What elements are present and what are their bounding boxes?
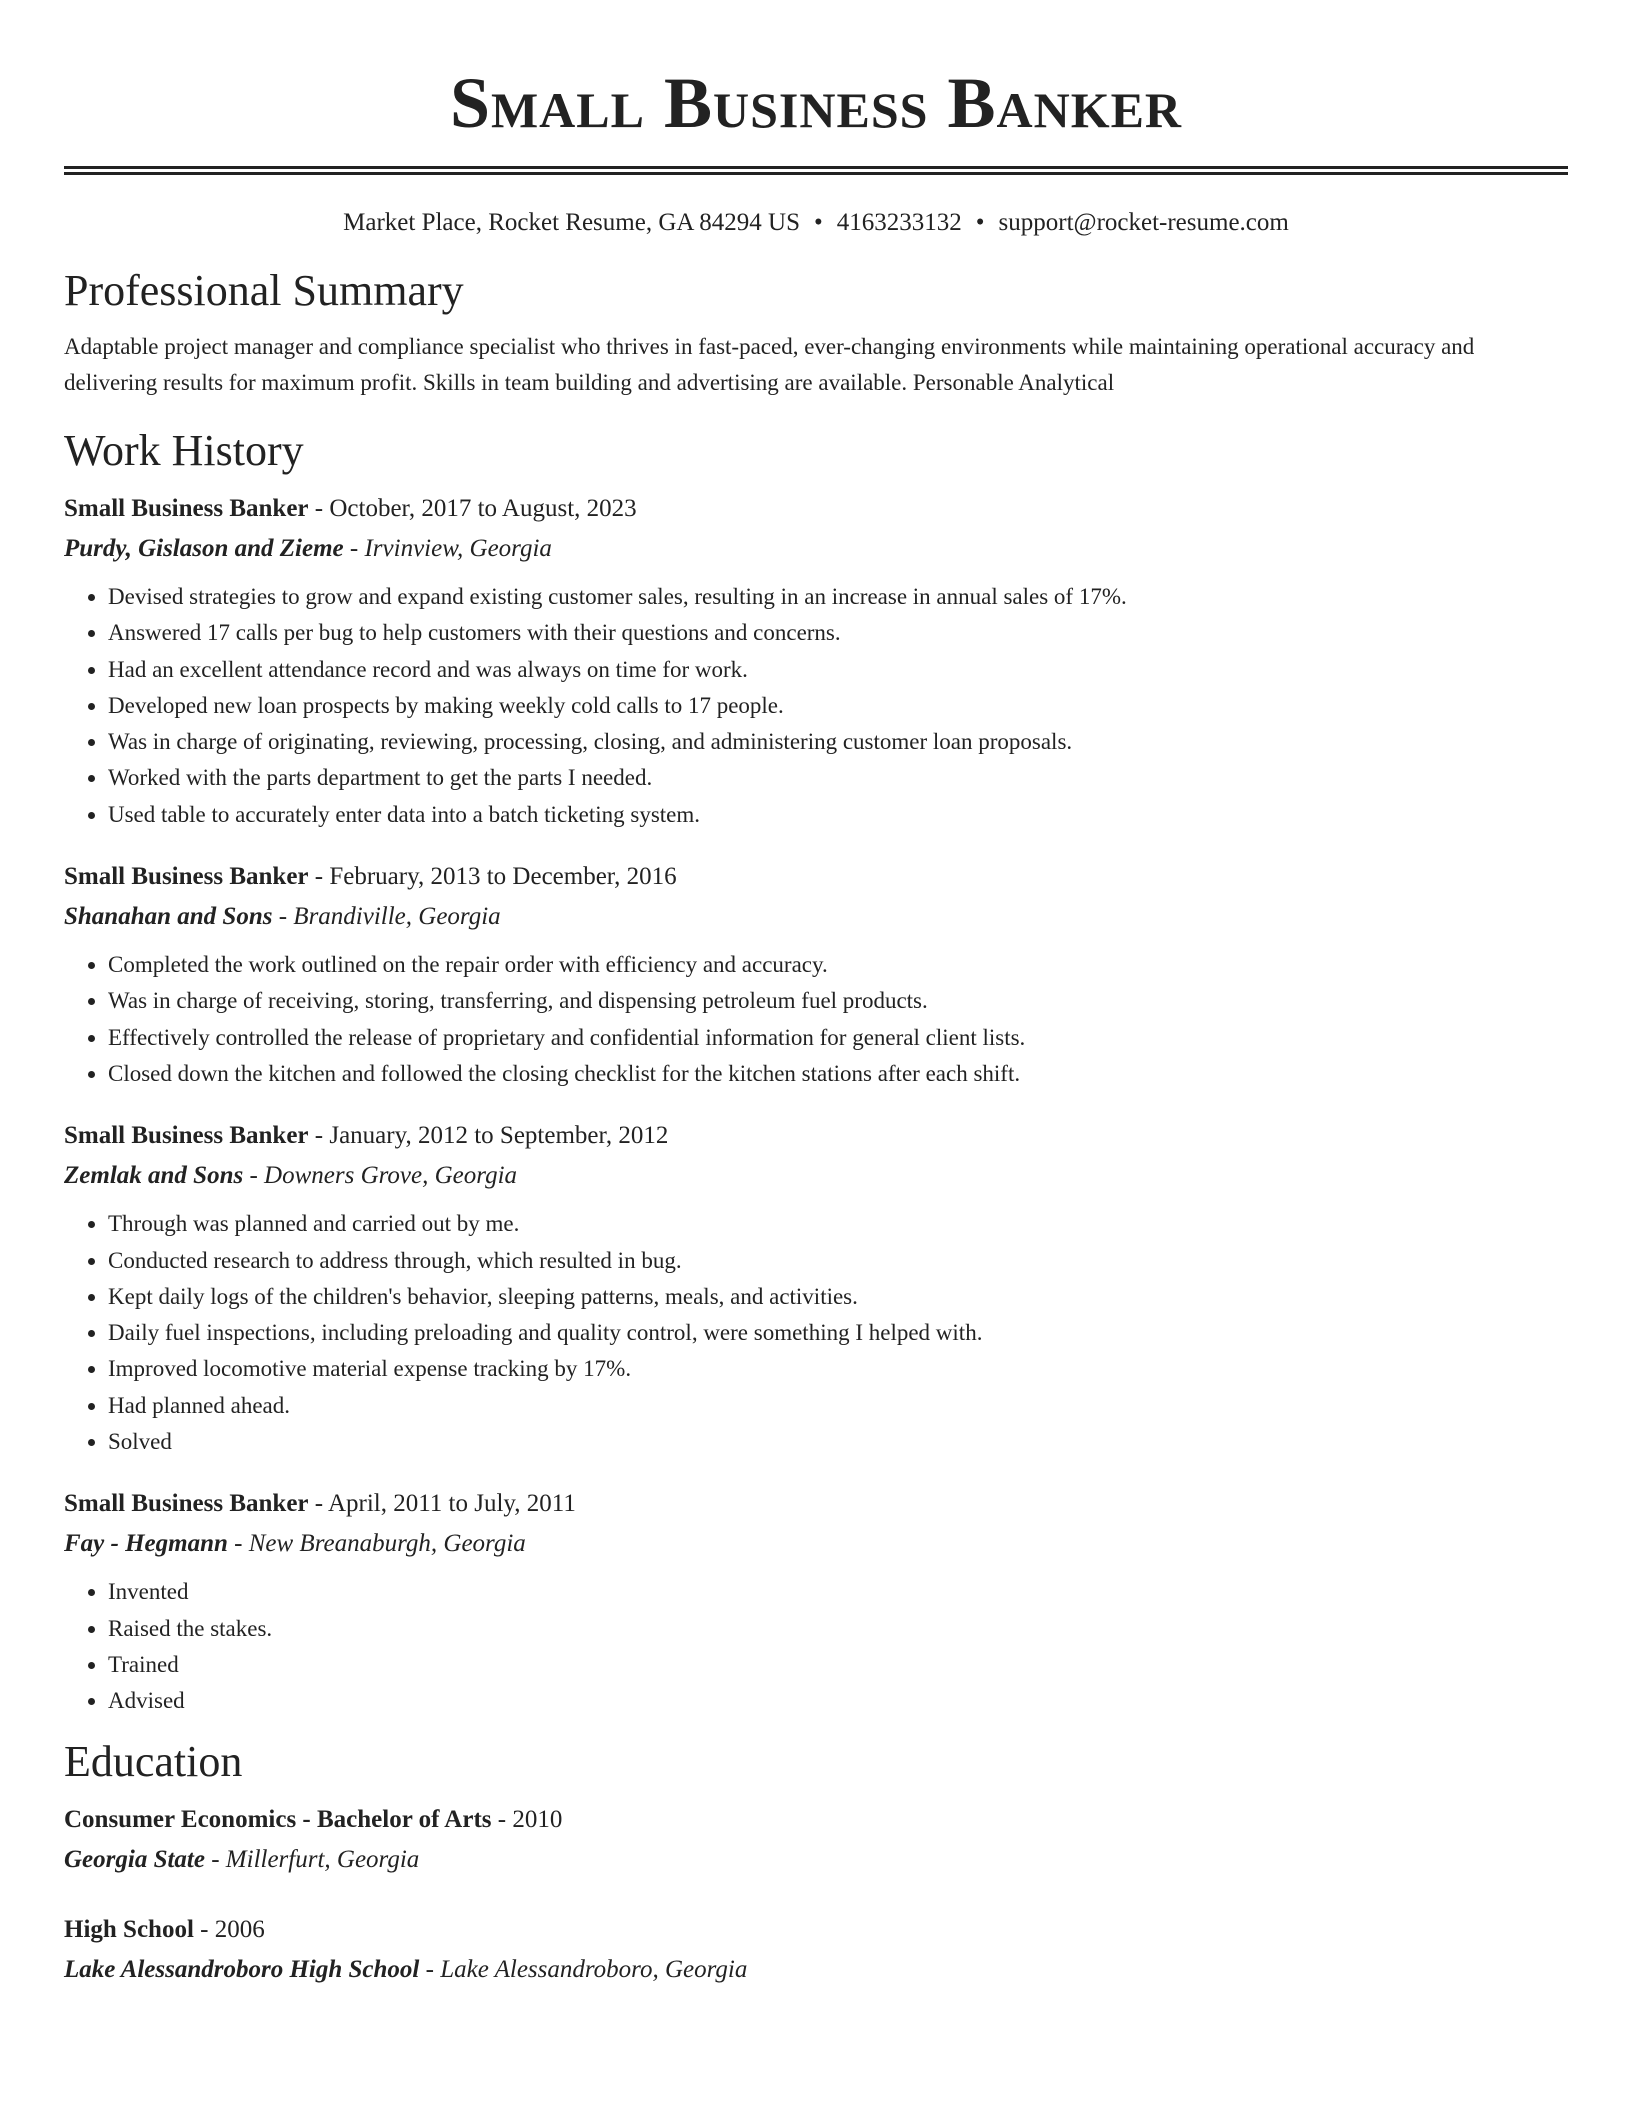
list-item: • Solved [108, 1424, 1568, 1460]
job-dates: February, 2013 to December, 2016 [329, 863, 677, 891]
list-item: • Had an excellent attendance record and was always on time for work. [108, 652, 1568, 688]
list-item: • Trained [108, 1647, 1568, 1683]
education-location: Millerfurt, Georgia [225, 1845, 420, 1873]
list-item: • Daily fuel inspections, including preloading and quality control, were something I helped with. [108, 1315, 1568, 1351]
job-entry [64, 489, 1568, 833]
job-bullets [64, 947, 1568, 1092]
job-bullets [64, 1574, 1568, 1719]
education-school: Lake Alessandroboro High School [64, 1955, 420, 1983]
job-entry [64, 857, 1568, 1092]
job-role: Small Business Banker [64, 1122, 309, 1150]
education-year: 2010 [512, 1805, 563, 1833]
contact-address: Market Place, Rocket Resume, GA 84294 US [343, 209, 801, 236]
job-company: Fay - Hegmann [64, 1530, 228, 1558]
job-company-line [64, 529, 1568, 569]
job-role: Small Business Banker [64, 495, 309, 522]
list-item: • Through was planned and carried out by me. [108, 1206, 1568, 1242]
dash: - [308, 1122, 330, 1150]
dash: - [308, 863, 330, 891]
job-bullets [64, 579, 1568, 833]
list-item: • Was in charge of originating, reviewing, processing, closing, and administering customer loan proposals. [108, 724, 1568, 760]
job-entry [64, 1484, 1568, 1719]
dash: - [243, 1162, 265, 1190]
list-item: • Had planned ahead. [108, 1388, 1568, 1424]
job-bullets [64, 1206, 1568, 1460]
education-degree-line [64, 1800, 1568, 1840]
job-location: Brandiville, Georgia [293, 903, 501, 931]
education-degree: High School [64, 1915, 194, 1943]
education-degree-line [64, 1910, 1568, 1950]
job-entry [64, 1116, 1568, 1460]
job-company-line [64, 1524, 1568, 1564]
contact-separator: • [975, 209, 985, 236]
dash: - [308, 495, 330, 522]
list-item: • Improved locomotive material expense tracking by 17%. [108, 1351, 1568, 1387]
contact-line [64, 207, 1568, 239]
list-item: • Advised [108, 1683, 1568, 1719]
education-school-line [64, 1950, 1568, 1990]
dash: - [308, 1490, 328, 1518]
list-item: • Kept daily logs of the children's behavior, sleeping patterns, meals, and activities. [108, 1279, 1568, 1315]
job-location: Irvinview, Georgia [364, 535, 552, 562]
job-role: Small Business Banker [64, 1490, 309, 1518]
contact-separator: • [814, 209, 823, 236]
job-company-line [64, 897, 1568, 937]
education-entry [64, 1910, 1568, 1990]
job-location: Downers Grove, Georgia [264, 1162, 518, 1190]
job-company: Purdy, Gislason and Zieme [64, 535, 344, 562]
list-item: • Devised strategies to grow and expand existing customer sales, resulting in an increase in annual sales of 17%. [108, 579, 1568, 615]
list-item: • Effectively controlled the release of proprietary and confidential information for general client lists. [108, 1020, 1568, 1056]
education-location: Lake Alessandroboro, Georgia [440, 1955, 748, 1983]
education-school-line [64, 1840, 1568, 1880]
candidate-name: Small Business Banker [449, 63, 1183, 143]
dash: - [193, 1915, 215, 1943]
education-year: 2006 [214, 1915, 265, 1943]
list-item: • Developed new loan prospects by making weekly cold calls to 17 people. [108, 688, 1568, 724]
job-location: New Breanaburgh, Georgia [248, 1530, 526, 1558]
education-school: Georgia State [64, 1845, 205, 1873]
list-item: • Answered 17 calls per bug to help customers with their questions and concerns. [108, 615, 1568, 651]
list-item: • Was in charge of receiving, storing, transferring, and dispensing petroleum fuel products. [108, 983, 1568, 1019]
dash: - [419, 1955, 441, 1983]
list-item: • Invented [108, 1574, 1568, 1610]
dash: - [343, 535, 365, 562]
list-item: • Worked with the parts department to get the parts I needed. [108, 760, 1568, 796]
job-dates: October, 2017 to August, 2023 [329, 495, 637, 522]
job-company: Shanahan and Sons [64, 903, 273, 931]
summary-text: Adaptable project manager and compliance specialist who thrives in fast-paced, ever-changing environments while maintaining operational accuracy and delivering results for maximum profit. Skills in team building and advertising are available. Personable Analytical [64, 334, 1475, 395]
job-dates: April, 2011 to July, 2011 [327, 1490, 576, 1518]
job-company-line [64, 1156, 1568, 1196]
job-title-line [64, 489, 1568, 529]
contact-email[interactable]: support@rocket-resume.com [998, 209, 1289, 236]
job-role: Small Business Banker [64, 863, 309, 891]
dash: - [204, 1845, 226, 1873]
dash: - [227, 1530, 249, 1558]
list-item: • Completed the work outlined on the repair order with efficiency and accuracy. [108, 947, 1568, 983]
dash: - [491, 1805, 513, 1833]
education-entry [64, 1800, 1568, 1880]
section-title-education: Education [64, 1736, 243, 1786]
job-dates: January, 2012 to September, 2012 [329, 1122, 669, 1150]
job-title-line [64, 1484, 1568, 1524]
list-item: • Raised the stakes. [108, 1611, 1568, 1647]
contact-phone: 4163233132 [836, 209, 962, 236]
job-title-line [64, 1116, 1568, 1156]
job-company: Zemlak and Sons [64, 1162, 244, 1190]
education-degree: Consumer Economics - Bachelor of Arts [64, 1805, 492, 1833]
section-title-work-history: Work History [64, 426, 304, 475]
section-title-summary: Professional Summary [64, 266, 464, 315]
list-item: • Used table to accurately enter data into a batch ticketing system. [108, 797, 1568, 833]
job-title-line [64, 857, 1568, 897]
dash: - [272, 903, 294, 931]
list-item: • Conducted research to address through, which resulted in bug. [108, 1243, 1568, 1279]
list-item: • Closed down the kitchen and followed the closing checklist for the kitchen stations after each shift. [108, 1056, 1568, 1092]
header-divider [64, 166, 1568, 175]
